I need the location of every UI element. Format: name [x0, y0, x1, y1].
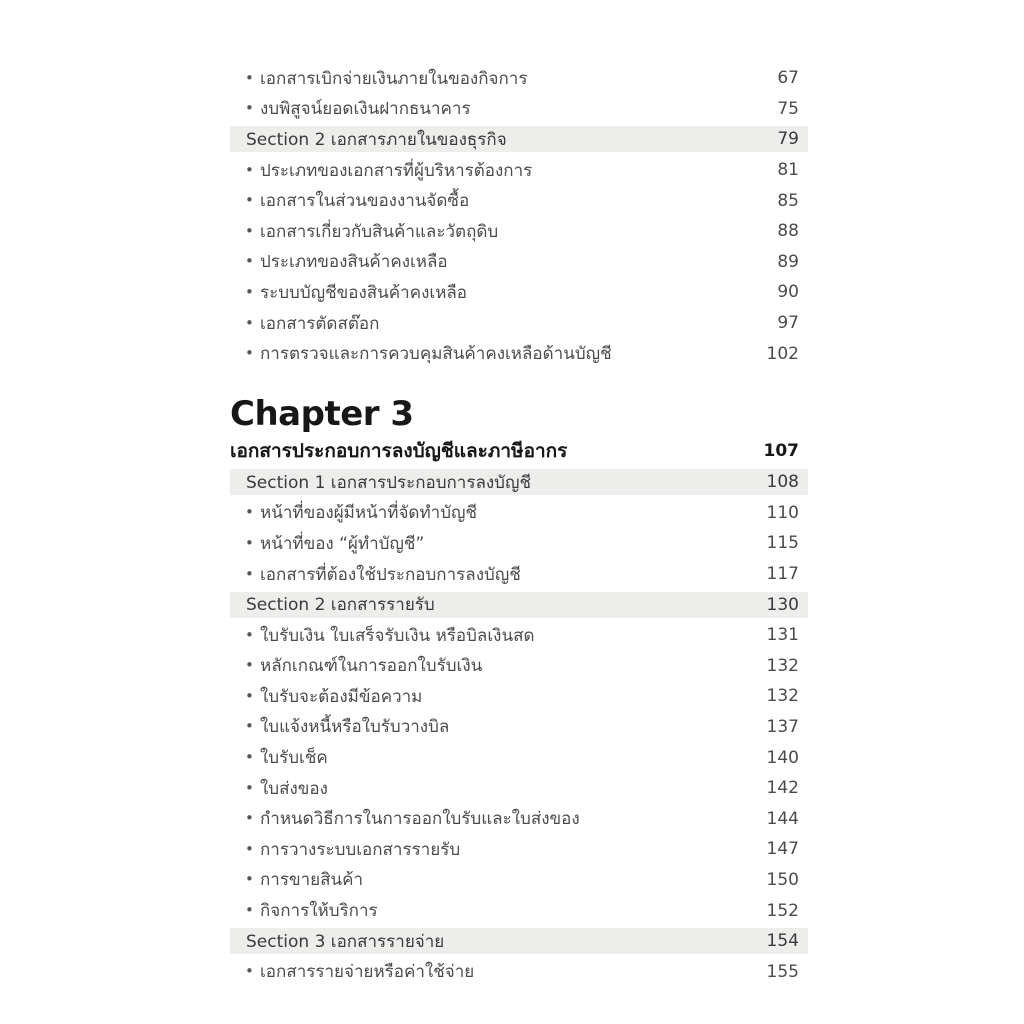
toc-item-page: 137 [766, 716, 799, 737]
bullet-icon: • [245, 656, 254, 675]
toc-item [230, 63, 808, 94]
toc-item-label: ประเภทของเอกสารที่ผู้บริหารต้องการ [260, 160, 533, 181]
bullet-icon: • [245, 68, 254, 87]
toc-item [230, 338, 808, 369]
toc-item-page: 152 [766, 900, 799, 921]
toc-item-page: 142 [766, 778, 799, 799]
toc-section-page: 130 [766, 594, 799, 615]
bullet-icon: • [245, 901, 254, 920]
toc-item [230, 528, 808, 559]
toc-item-label: ใบรับเช็ค [260, 748, 328, 769]
bullet-icon: • [245, 809, 254, 828]
bullet-icon: • [245, 221, 254, 240]
toc-section-label: Section 2 เอกสารภายในของธุรกิจ [246, 129, 507, 150]
toc-item-label: ใบส่งของ [260, 778, 328, 799]
toc-item [230, 834, 808, 865]
toc-item-page: 144 [766, 808, 799, 829]
toc-item [230, 956, 808, 987]
toc-section-page: 154 [766, 931, 799, 952]
toc-item [230, 94, 808, 125]
toc-item-label: ใบรับเงิน ใบเสร็จรับเงิน หรือบิลเงินสด [260, 625, 535, 646]
toc-item-page: 88 [777, 221, 799, 242]
toc-item-label: ใบแจ้งหนี้หรือใบรับวางบิล [260, 717, 450, 738]
toc-item-label: เอกสารที่ต้องใช้ประกอบการลงบัญชี [260, 564, 521, 585]
toc-section-page: 79 [777, 129, 799, 150]
toc-item-page: 110 [766, 502, 799, 523]
toc-item-label: เอกสารในส่วนของงานจัดซื้อ [260, 191, 470, 212]
toc-item-label: กำหนดวิธีการในการออกใบรับและใบส่งของ [260, 809, 580, 830]
bullet-icon: • [245, 99, 254, 118]
toc-item-label: ประเภทของสินค้าคงเหลือ [260, 252, 448, 273]
toc-section-label: Section 1 เอกสารประกอบการลงบัญชี [246, 472, 531, 493]
toc-item-label: เอกสารเกี่ยวกับสินค้าและวัตถุดิบ [260, 221, 499, 242]
toc-item [230, 277, 808, 308]
toc-item-page: 132 [766, 655, 799, 676]
toc-section-label: Section 3 เอกสารรายจ่าย [246, 931, 445, 952]
bullet-icon: • [245, 778, 254, 797]
table-of-contents [230, 63, 808, 987]
toc-item [230, 773, 808, 804]
toc-item [230, 155, 808, 186]
toc-item [230, 247, 808, 278]
toc-section-header [230, 928, 808, 954]
toc-item [230, 712, 808, 743]
toc-item [230, 216, 808, 247]
bullet-icon: • [245, 503, 254, 522]
toc-item-page: 90 [777, 282, 799, 303]
toc-section-header [230, 592, 808, 618]
toc-item-page: 131 [766, 625, 799, 646]
toc-item [230, 865, 808, 896]
bullet-icon: • [245, 282, 254, 301]
bullet-icon: • [245, 625, 254, 644]
toc-item-label: ระบบบัญชีของสินค้าคงเหลือ [260, 282, 468, 303]
bullet-icon: • [245, 313, 254, 332]
bullet-icon: • [245, 160, 254, 179]
toc-item-page: 81 [777, 160, 799, 181]
toc-item-label: การตรวจและการควบคุมสินค้าคงเหลือด้านบัญชี [260, 344, 612, 365]
toc-item-label: เอกสารเบิกจ่ายเงินภายในของกิจการ [260, 68, 528, 89]
toc-item [230, 681, 808, 712]
toc-item [230, 742, 808, 773]
toc-item-label: การวางระบบเอกสารรายรับ [260, 839, 461, 860]
toc-item [230, 308, 808, 339]
toc-item-label: หลักเกณฑ์ในการออกใบรับเงิน [260, 656, 483, 677]
bullet-icon: • [245, 191, 254, 210]
toc-item-label: เอกสารรายจ่ายหรือค่าใช้จ่าย [260, 962, 475, 983]
chapter-heading: Chapter 3 [230, 393, 414, 434]
toc-item [230, 185, 808, 216]
toc-section-page: 108 [766, 472, 799, 493]
toc-item-page: 147 [766, 839, 799, 860]
toc-item-page: 140 [766, 747, 799, 768]
toc-item [230, 651, 808, 682]
toc-item-page: 102 [766, 343, 799, 364]
toc-item-label: กิจการให้บริการ [260, 901, 378, 922]
toc-item-page: 150 [766, 869, 799, 890]
chapter-title-row [230, 436, 808, 467]
bullet-icon: • [245, 564, 254, 583]
toc-section-header [230, 126, 808, 152]
toc-item-page: 132 [766, 686, 799, 707]
toc-item [230, 803, 808, 834]
toc-item-page: 67 [777, 68, 799, 89]
bullet-icon: • [245, 870, 254, 889]
toc-item-page: 85 [777, 190, 799, 211]
toc-item [230, 895, 808, 926]
toc-item-label: ใบรับจะต้องมีข้อความ [260, 686, 423, 707]
bullet-icon: • [245, 962, 254, 981]
toc-item-page: 75 [777, 98, 799, 119]
toc-item [230, 498, 808, 529]
toc-item-label: หน้าที่ของผู้มีหน้าที่จัดทำบัญชี [260, 503, 478, 524]
bullet-icon: • [245, 533, 254, 552]
bullet-icon: • [245, 839, 254, 858]
bullet-icon: • [245, 748, 254, 767]
bullet-icon: • [245, 717, 254, 736]
toc-item-page: 89 [777, 251, 799, 272]
toc-item-label: เอกสารตัดสต๊อก [260, 313, 380, 334]
chapter-page: 107 [763, 441, 799, 462]
toc-section-label: Section 2 เอกสารรายรับ [246, 595, 435, 616]
toc-item-label: งบพิสูจน์ยอดเงินฝากธนาคาร [260, 99, 471, 120]
toc-item-page: 155 [766, 961, 799, 982]
chapter-title: เอกสารประกอบการลงบัญชีและภาษีอากร [230, 440, 568, 463]
toc-item-page: 117 [766, 564, 799, 585]
bullet-icon: • [245, 252, 254, 271]
toc-item-label: หน้าที่ของ “ผู้ทำบัญชี” [260, 533, 425, 554]
toc-item-page: 115 [766, 533, 799, 554]
toc-section-header [230, 469, 808, 495]
bullet-icon: • [245, 686, 254, 705]
toc-item [230, 559, 808, 590]
toc-item-label: การขายสินค้า [260, 870, 364, 891]
bullet-icon: • [245, 344, 254, 363]
toc-item-page: 97 [777, 313, 799, 334]
toc-item [230, 620, 808, 651]
